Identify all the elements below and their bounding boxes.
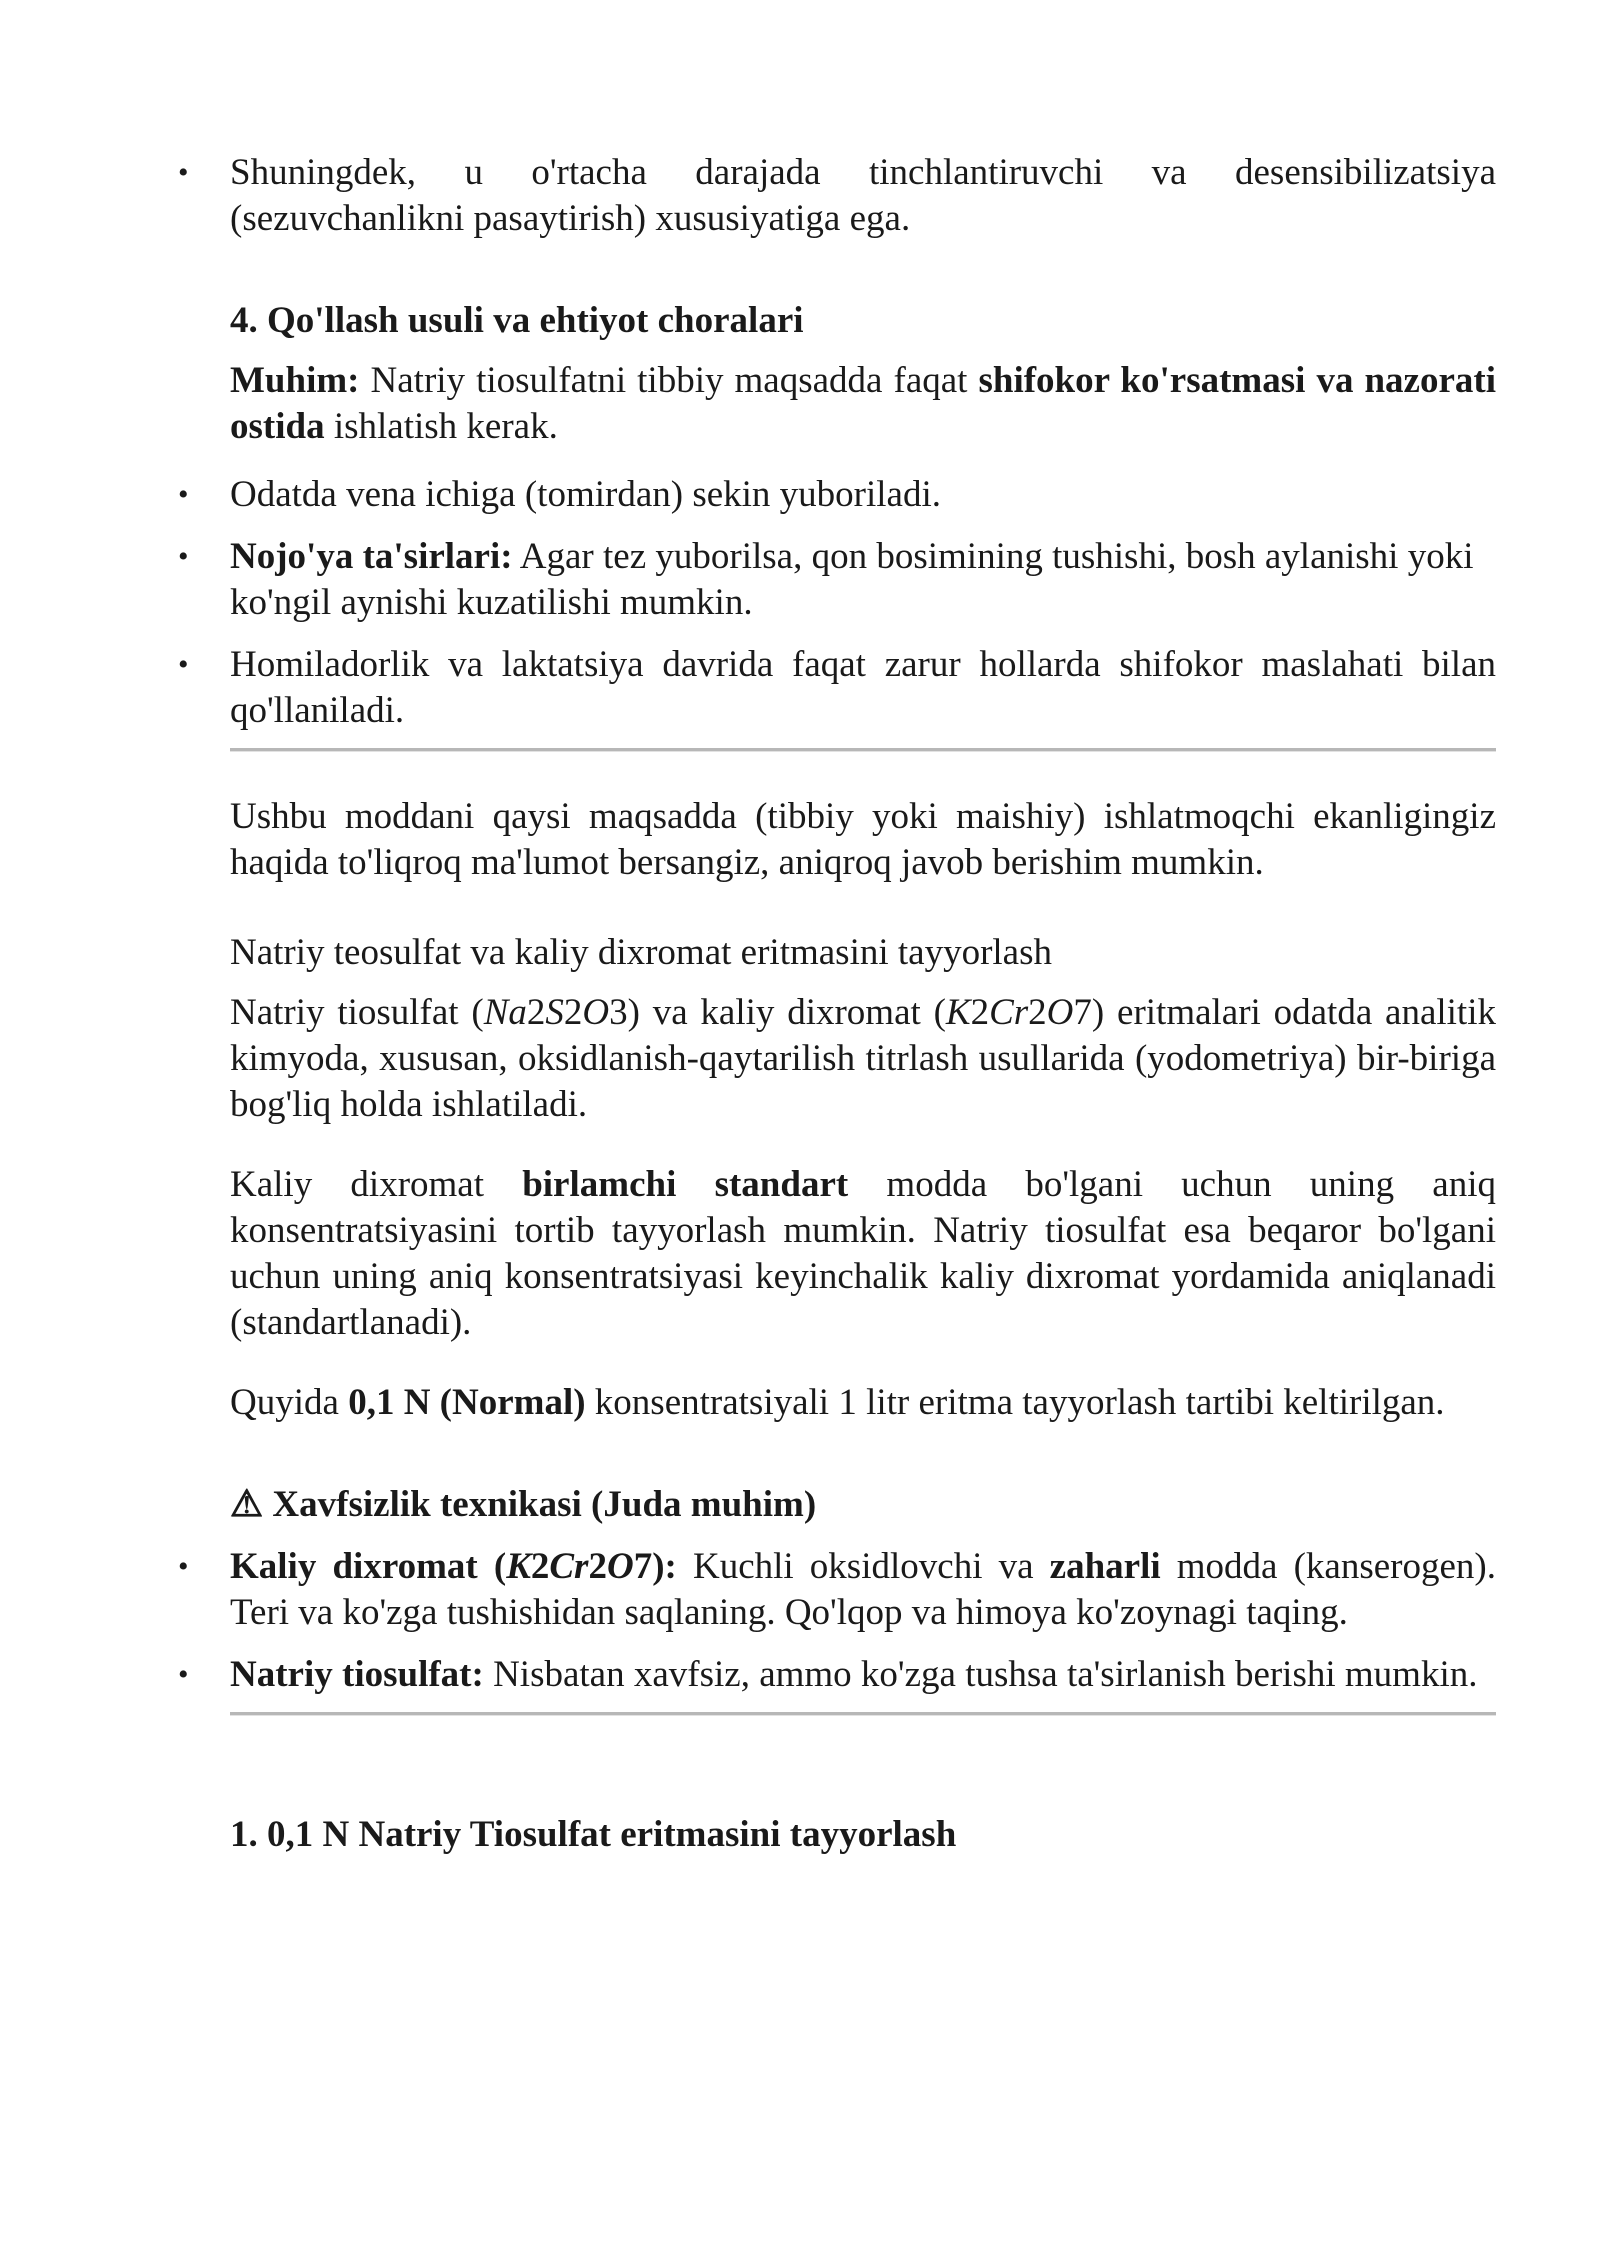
question-paragraph: Ushbu moddani qaysi maqsadda (tibbiy yoki maishiy) ishlatmoqchi ekanligingiz haqida to'liqroq ma'lumot bersangiz, aniqroq javob berishim mumkin. bbox=[230, 796, 1496, 883]
list-item: • Shuningdek, u o'rtacha darajada tinchlantiruvchi va desensibilizatsiya (sezuvchanlikni pasaytirish) xususiyatiga ega. bbox=[230, 150, 1496, 242]
important-label: Muhim: bbox=[230, 360, 360, 401]
normality-emphasis: 0,1 N (Normal) bbox=[348, 1382, 586, 1423]
section-1-heading: 1. 0,1 N Natriy Tiosulfat eritmasini tayyorlash bbox=[230, 1814, 957, 1855]
formula-potassium-dichromate: K2Cr2O7 bbox=[945, 992, 1092, 1033]
important-paragraph: Muhim: Natriy tiosulfatni tibbiy maqsadda faqat shifokor ko'rsatmasi va nazorati ostida ishlatish kerak. bbox=[230, 360, 1497, 447]
bullet-list-safety bbox=[230, 1544, 1496, 1698]
thiosulfate-label: Natriy tiosulfat: bbox=[230, 1654, 484, 1695]
important-emphasis: shifokor ko'rsatmasi va nazorati ostida bbox=[230, 360, 1497, 447]
bullet-list-usage bbox=[230, 472, 1496, 734]
primary-standard-emphasis: birlamchi standart bbox=[522, 1164, 849, 1205]
section-4-heading: 4. Qo'llash usuli va ehtiyot choralari bbox=[230, 300, 804, 341]
formula-sodium-thiosulfate: Na2S2O3 bbox=[483, 992, 628, 1033]
list-item: • Natriy tiosulfat: Nisbatan xavfsiz, ammo ko'zga tushsa ta'sirlanish berishi mumkin. bbox=[230, 1652, 1496, 1698]
list-item: • Kaliy dixromat (K2Cr2O7): Kuchli oksidlovchi va zaharli modda (kanserogen). Teri va ko'zga tushishidan saqlaning. Qo'lqop va himoya ko'zoynagi taqing. bbox=[230, 1544, 1496, 1636]
prep-title: Natriy teosulfat va kaliy dixromat eritmasini tayyorlash bbox=[230, 932, 1053, 973]
bullet-list-top bbox=[230, 150, 1496, 242]
dichromate-label: Kaliy dixromat (K2Cr2O7): bbox=[230, 1546, 677, 1587]
list-item: • Odatda vena ichiga (tomirdan) sekin yuboriladi. bbox=[230, 472, 1496, 518]
safety-heading: ⚠ Xavfsizlik texnikasi (Juda muhim) bbox=[230, 1484, 817, 1525]
prep-paragraph-2: Kaliy dixromat birlamchi standart modda bo'lgani uchun uning aniq konsentratsiyasini tortib tayyorlash mumkin. Natriy tiosulfat esa beqaror bo'lgani uchun uning aniq konsentratsiyasi keyinchalik kaliy dixromat yordamida aniqlanadi (standartlanadi). bbox=[230, 1164, 1496, 1343]
list-item: • Homiladorlik va laktatsiya davrida faqat zarur hollarda shifokor maslahati bilan qo'llaniladi. bbox=[230, 642, 1496, 734]
horizontal-divider bbox=[230, 1712, 1496, 1716]
list-item: • Nojo'ya ta'sirlari: Agar tez yuborilsa, qon bosimining tushishi, bosh aylanishi yoki ko'ngil aynishi kuzatilishi mumkin. bbox=[230, 534, 1518, 626]
side-effects-label: Nojo'ya ta'sirlari: bbox=[230, 536, 513, 577]
prep-paragraph-1: Natriy tiosulfat (Na2S2O3) va kaliy dixromat (K2Cr2O7) eritmalari odatda analitik kimyoda, xususan, oksidlanish-qaytarilish titrlash usullarida (yodometriya) bir-biriga bog'liq holda ishlatiladi. bbox=[230, 992, 1496, 1125]
horizontal-divider bbox=[230, 748, 1496, 752]
prep-paragraph-3: Quyida 0,1 N (Normal) konsentratsiyali 1 litr eritma tayyorlash tartibi keltirilgan. bbox=[230, 1382, 1445, 1423]
toxic-emphasis: zaharli bbox=[1049, 1546, 1161, 1587]
